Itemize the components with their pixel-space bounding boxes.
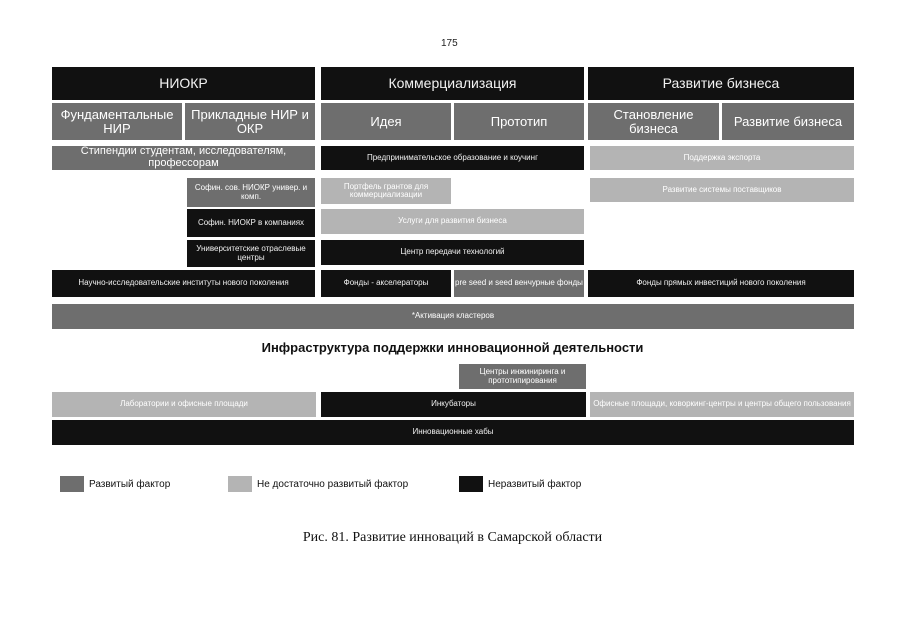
cell-research-institutes: Научно-исследовательские институты нового поколения: [52, 270, 315, 297]
legend-label-developed: Развитый фактор: [89, 478, 171, 490]
cell-cofin-university: Софин. сов. НИОКР универ. и комп.: [187, 178, 315, 207]
cell-cluster-activation: *Активация кластеров: [52, 304, 854, 329]
cell-cofin-companies: Софин. НИОКР в компаниях: [187, 209, 315, 237]
subheader-fundamental: Фундаментальные НИР: [52, 103, 182, 140]
cell-university-centers: Университетские отраслевые центры: [187, 240, 315, 267]
legend-label-insufficient: Не достаточно развитый фактор: [257, 478, 409, 490]
legend-label-undeveloped: Неразвитый фактор: [488, 478, 582, 490]
page-number: 175: [441, 38, 458, 49]
legend-swatch-undeveloped: [459, 476, 483, 492]
cell-export-support: Поддержка экспорта: [590, 146, 854, 170]
cell-engineering-centers: Центры инжиниринга и прототипирования: [459, 364, 586, 389]
legend-swatch-developed: [60, 476, 84, 492]
cell-accelerator-funds: Фонды - акселераторы: [321, 270, 451, 297]
cell-pre-seed-funds: pre seed и seed венчурные фонды: [454, 270, 584, 297]
header-commercialization: Коммерциализация: [321, 67, 584, 100]
subheader-idea: Идея: [321, 103, 451, 140]
cell-suppliers-development: Развитие системы поставщиков: [590, 178, 854, 202]
legend-swatch-insufficient: [228, 476, 252, 492]
header-niokr: НИОКР: [52, 67, 315, 100]
cell-incubators: Инкубаторы: [321, 392, 586, 417]
header-business-development: Развитие бизнеса: [588, 67, 854, 100]
subheader-business-growth: Развитие бизнеса: [722, 103, 854, 140]
cell-labs-and-offices: Лаборатории и офисные площади: [52, 392, 316, 417]
subheader-prototype: Прототип: [454, 103, 584, 140]
cell-direct-investment-funds: Фонды прямых инвестиций нового поколения: [588, 270, 854, 297]
figure-caption: Рис. 81. Развитие инноваций в Самарской области: [302, 530, 603, 545]
cell-entrepreneurship-education: Предпринимательское образование и коучинг: [321, 146, 584, 170]
cell-business-services: Услуги для развития бизнеса: [321, 209, 584, 234]
cell-tech-transfer: Центр передачи технологий: [321, 240, 584, 265]
cell-innovation-hubs: Инновационные хабы: [52, 420, 854, 445]
subheader-applied: Прикладные НИР и ОКР: [185, 103, 315, 140]
cell-coworking-offices: Офисные площади, коворкинг-центры и центры общего пользования: [590, 392, 854, 417]
cell-grants-portfolio: Портфель грантов для коммерциализации: [321, 178, 451, 204]
cell-stipends: Стипендии студентам, исследователям, профессорам: [52, 146, 315, 170]
subheader-formation: Становление бизнеса: [588, 103, 719, 140]
infrastructure-title: Инфраструктура поддержки инновационной деятельности: [261, 340, 644, 355]
